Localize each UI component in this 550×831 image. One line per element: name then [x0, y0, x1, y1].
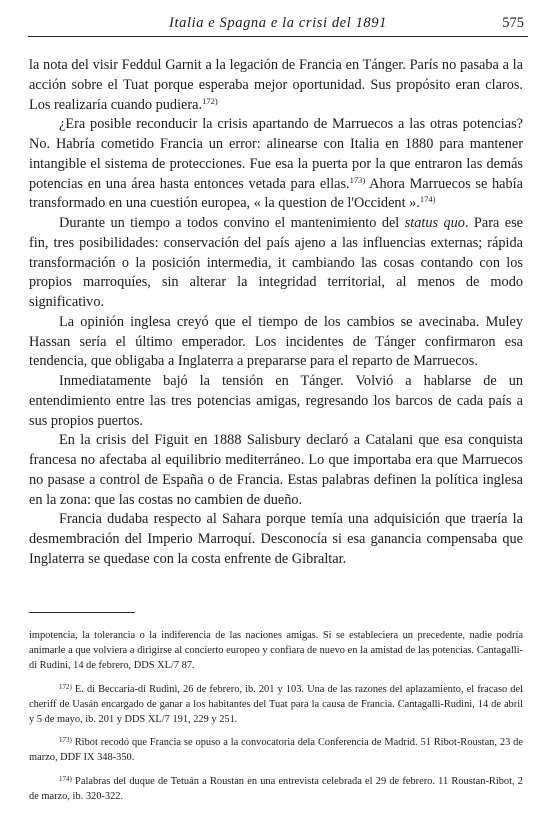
footnote-173	[29, 735, 523, 765]
footnote-continuation: impotencia, la tolerancia o la indiferencia de las naciones amigas. Si se estableciera un precedente, nadie podría animarle a que volviera a dirigirse al concierto europeo y confiara de nuevo en la amistad de las potencias. Cantagalli-di Rudini, 14 de febrero, DDS XL/7 87.	[29, 630, 523, 672]
footnote-marker-172: 172)	[59, 682, 72, 691]
footnote-174-text: Palabras del duque de Tetuán a Roustan en una entrevista celebrada el 29 de febrero. 11 Roustan-Ribot, 2 de marzo, ib. 320-322.	[29, 775, 523, 802]
status-quo-italic: status quo	[404, 215, 465, 231]
footnote-marker-174: 174)	[59, 774, 72, 783]
running-title: Italia e Spagna e la crisi del 1891	[169, 15, 387, 31]
paragraph-1	[29, 56, 523, 115]
footnote-separator	[29, 612, 135, 613]
footnote-marker-173: 173)	[59, 736, 72, 745]
paragraph-7: Francia dudaba respecto al Sahara porque temía una adquisición que traería la desmembración del Imperio Marroquí. Desconocía si esa ganancia compensaba que Inglaterra se quedase con la costa enfrente de Gibraltar.	[29, 511, 523, 567]
footnote-173-text: Ribot recodó que Francia se opuso a la convocatoria dela Conferencia de Madrid. 51 Ribot-Roustan, 23 de marzo, DDF IX 348-350.	[29, 737, 523, 764]
footnote-174	[29, 774, 523, 804]
note-ref-173[interactable]: 173)	[349, 174, 366, 185]
footnotes	[29, 628, 523, 812]
paragraph-1-text: la nota del visir Feddul Garnit a la legación de Francia en Tánger. París no pasaba a la acción sobre el Tuat porque esperaba mejor oportunidad. Sus propósito eran claros. Los realizaría cuando pudiera.	[29, 57, 523, 113]
note-ref-174[interactable]: 174)	[419, 194, 436, 205]
paragraph-2-text-b: Ahora Marruecos se había transformado en una cuestión europea, « la question de l'Occident ».	[29, 175, 523, 212]
paragraph-2	[29, 115, 523, 214]
footnote-172-text: E. di Beccaria-di Rudinì, 26 de febrero, ib. 201 y 103. Una de las razones del aplazamiento, el fracaso del cheriff de Uasán encargado de ganar a los habitantes del Tuat para la causa de Francia. Cantagalli-Rudini, 14 de abril y 5 de mayo, ib. 201 y DDS XL/7 191, 229 y 251.	[29, 683, 523, 726]
paragraph-5: Inmediatamente bajó la tensión en Tánger. Volvió a hablarse de un entendimiento entre las tres potencias amigas, regresando los barcos de cada país a sus propios puertos.	[29, 373, 523, 429]
running-header	[28, 14, 528, 37]
footnote-172	[29, 682, 523, 728]
paragraph-2-text-a: ¿Era posible reconducir la crisis apartando de Marruecos a las otras potencias? No. Habría cometido Francia un error: alinearse con Italia en 1880 para mantener intangible el sistema de protecciones. Fue esa la puerta por la que entraron las demás potencias en una área hasta entonces vetada para ellas.	[29, 116, 523, 192]
paragraph-4: La opinión inglesa creyó que el tiempo de los cambios se avecinaba. Muley Hassan sería el último emperador. Los incidentes de Tánger confirmaron esa tendencia, que obligaba a Inglaterra a prepararse para el reparto de Marruecos.	[29, 313, 523, 370]
main-text	[29, 56, 523, 570]
paragraph-3-text-a: Durante un tiempo a todos convino el mantenimiento del	[59, 215, 405, 231]
paragraph-3-text-b: . Para ese fin, tres posibilidades: conservación del país ajeno a las influencias externas; rápida transformación o la posición intermedia, it cambiando las cosas contando con los propios marroquíes, sin alterar la integridad territorial, al menos de modo significativo.	[29, 215, 523, 310]
note-ref-172[interactable]: 172)	[202, 95, 218, 106]
page-number: 575	[502, 15, 524, 31]
paragraph-6: En la crisis del Figuit en 1888 Salisbury declaró a Catalani que esa conquista francesa no afectaba al equilibrio mediterráneo. Lo que importaba era que Marruecos no pasase a control de España o de Francia. Estas palabras definen la política inglesa en la zona: que las costas no cambien de dueño.	[29, 432, 523, 508]
paragraph-3	[29, 214, 523, 313]
